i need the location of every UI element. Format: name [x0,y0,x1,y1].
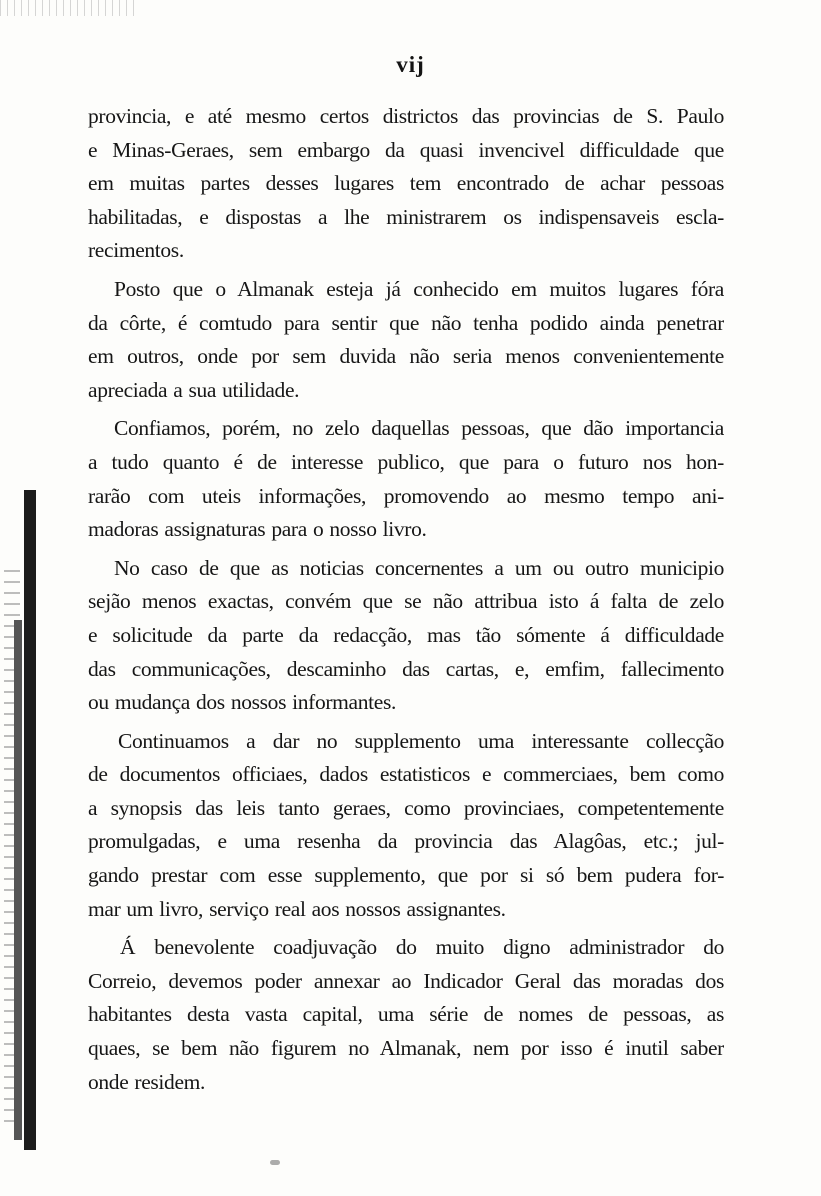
text-line: No caso de que as noticias concernentes a um ou outro municipio [114,555,724,580]
text-line: mar um livro, serviço real aos nossos assignantes. [88,896,506,921]
text-line: Confiamos, porém, no zelo daquellas pessoas, que dão importancia [114,416,724,441]
text-line: rarão com uteis informações, promovendo ao mesmo tempo ani- [88,483,724,508]
text-line: a synopsis das leis tanto geraes, como provinciaes, competentemente [88,795,724,820]
text-line: Correio, devemos poder annexar ao Indicador Geral das moradas dos [88,968,724,993]
text-line: de documentos officiaes, dados estatisticos e commerciaes, bem como [88,762,724,787]
text-line: em outros, onde por sem duvida não seria menos convenientemente [88,344,724,369]
text-line: a tudo quanto é de interesse publico, que para o futuro nos hon- [88,449,724,474]
text-line: recimentos. [88,238,184,263]
text-line: habilitadas, e dispostas a lhe ministrarem os indispensaveis escla- [88,204,724,229]
scan-speck [270,1160,280,1165]
text-line: promulgadas, e uma resenha da provincia das Alagôas, etc.; jul- [88,829,724,854]
text-line: das communicações, descaminho das cartas, e, emfim, fallecimento [88,656,724,681]
text-line: apreciada a sua utilidade. [88,377,300,402]
scan-corner-artifact [0,0,140,16]
paragraph-4 [88,552,724,720]
binding-shadow [0,470,42,1160]
text-line: provincia, e até mesmo certos districtos das provincias de S. Paulo [88,104,724,128]
text-line: Continuamos a dar no supplemento uma interessante collecção [118,728,724,753]
text-line: gando prestar com esse supplemento, que por si só bem pudera for- [88,863,724,888]
text-line: ou mudança dos nossos informantes. [88,690,396,715]
paragraph-5 [88,725,724,927]
paragraph-6 [88,931,724,1099]
text-line: habitantes desta vasta capital, uma série de nomes de pessoas, as [88,1002,724,1027]
paragraph-1 [88,100,724,268]
binding-shadow-inner [14,620,22,1140]
text-line: sejão menos exactas, convém que se não attribua isto á falta de zelo [88,589,724,614]
text-line: Á benevolente coadjuvação do muito digno administrador do [120,935,724,960]
binding-shadow-edge [24,490,36,1150]
text-line: quaes, se bem não figurem no Almanak, nem por isso é inutil saber [88,1036,724,1061]
paragraph-2 [88,273,724,407]
text-line: e Minas-Geraes, sem embargo da quasi invencivel difficuldade que [88,137,724,162]
text-line: onde residem. [88,1069,206,1094]
paragraph-3 [88,412,724,546]
page-number: vij [396,52,425,77]
body-text [88,100,724,1104]
text-line: em muitas partes desses lugares tem encontrado de achar pessoas [88,171,724,196]
text-line: e solicitude da parte da redacção, mas tão sómente á difficuldade [88,622,724,647]
text-line: da côrte, é comtudo para sentir que não tenha podido ainda penetrar [88,310,724,335]
text-line: madoras assignaturas para o nosso livro. [88,517,427,542]
text-line: Posto que o Almanak esteja já conhecido em muitos lugares fóra [114,276,724,301]
